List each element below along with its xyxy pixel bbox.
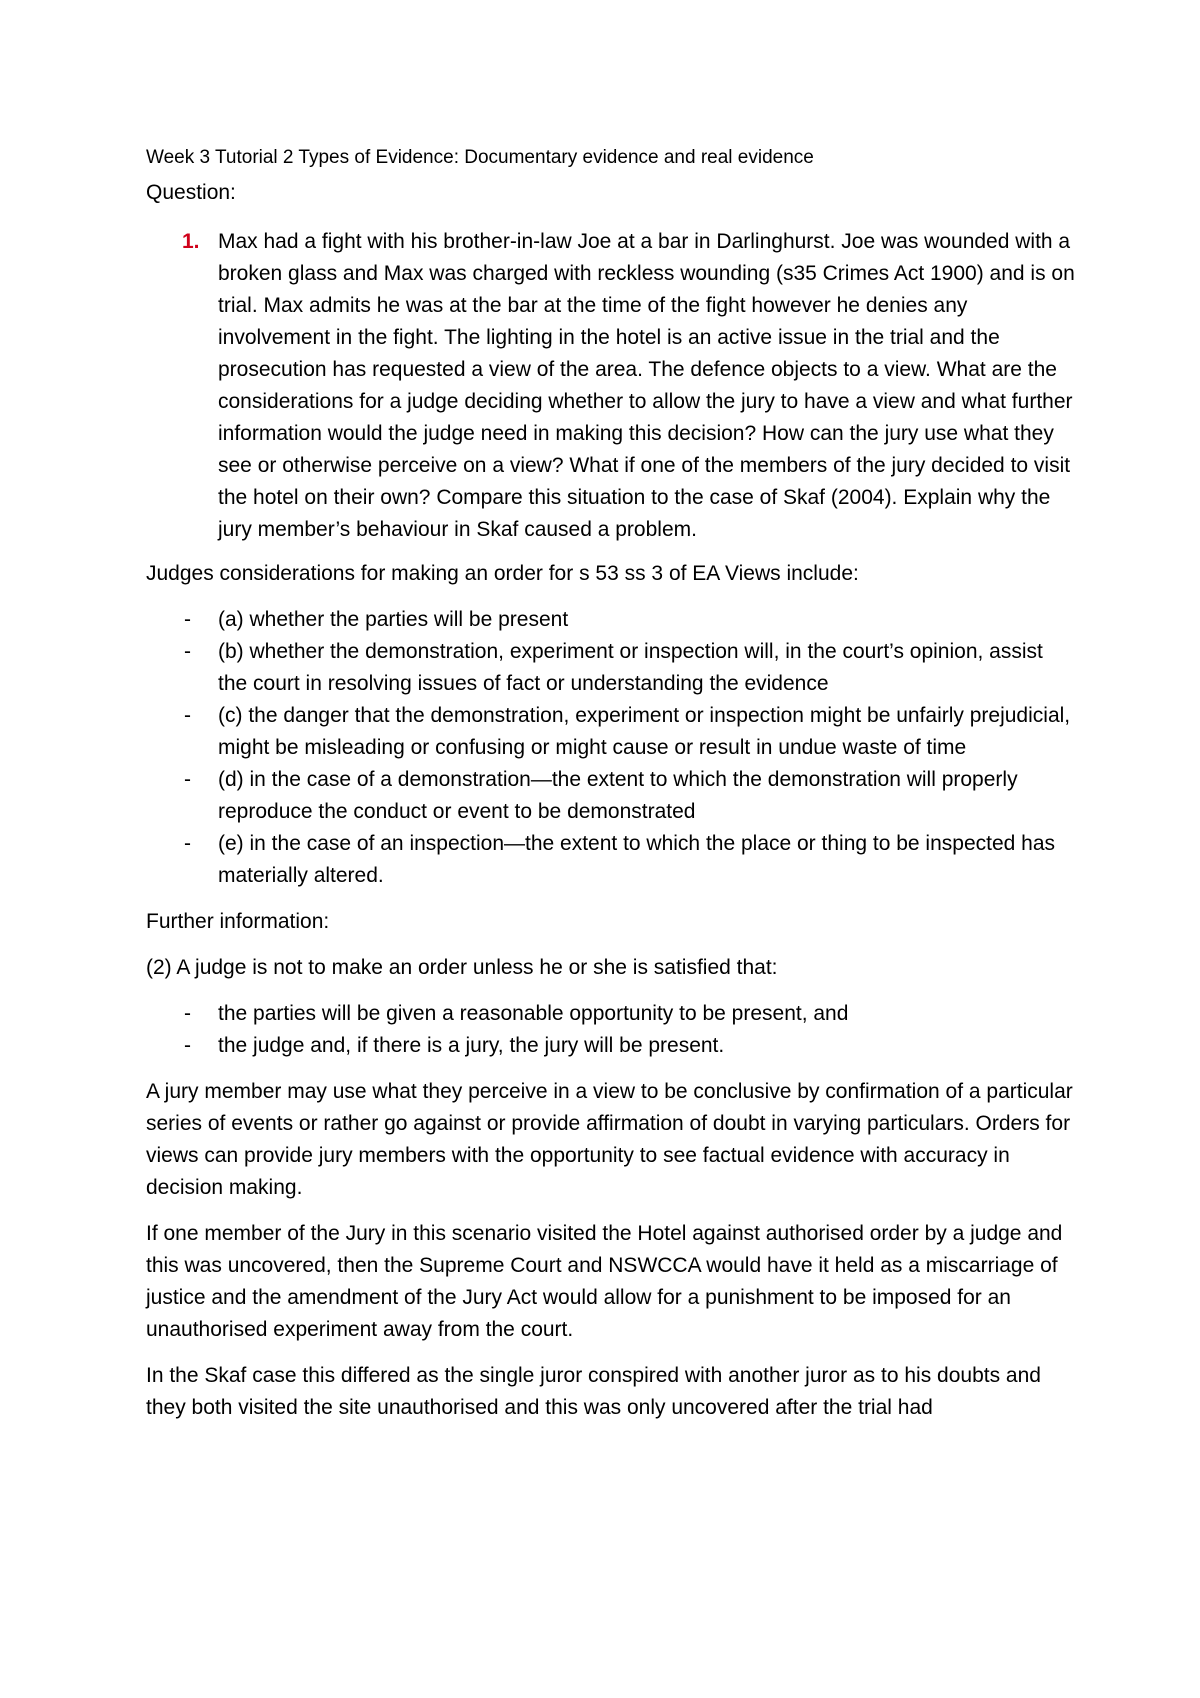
dash-bullet: - [184,768,191,791]
list-item: - the parties will be given a reasonable opportunity to be present, and [146,998,1076,1030]
considerations-list [146,604,1076,892]
dash-bullet: - [184,1002,191,1025]
subsection-2: (2) A judge is not to make an order unless he or she is satisfied that: [146,956,778,979]
dash-bullet: - [184,608,191,631]
question-label: Question: [146,181,236,204]
further-info-label: Further information: [146,910,330,933]
further-list [146,998,1076,1062]
question-item [146,226,1076,546]
list-item: - (e) in the case of an inspection—the extent to which the place or thing to be inspected has materially altered. [146,828,1076,892]
body-paragraph: A jury member may use what they perceive in a view to be conclusive by confirmation of a particular series of events or rather go against or provide affirmation of doubt in varying particulars. Orders for views can provide jury members with the opportunity to see factual evidence with accuracy in decision making. [146,1080,1073,1199]
question-text: Max had a fight with his brother-in-law Joe at a bar in Darlinghurst. Joe was wounded with a broken glass and Max was charged with reckless wounding (s35 Crimes Act 1900) and is on trial. Max admits he was at the bar at the time of the fight however he denies any involvement in the fight. The lighting in the hotel is an active issue in the trial and the prosecution has requested a view of the area. The defence objects to a view. What are the considerations for a judge deciding whether to allow the jury to have a view and what further information would the judge need in making this decision? How can the jury use what they see or otherwise perceive on a view? What if one of the members of the jury decided to visit the hotel on their own? Compare this situation to the case of Skaf (2004). Explain why the jury member’s behaviour in Skaf caused a problem. [218,230,1075,541]
document-heading: Week 3 Tutorial 2 Types of Evidence: Documentary evidence and real evidence [146,147,814,168]
dash-bullet: - [184,832,191,855]
list-item: - the judge and, if there is a jury, the jury will be present. [146,1030,1076,1062]
dash-bullet: - [184,640,191,663]
list-item: - (d) in the case of a demonstration—the extent to which the demonstration will properly reproduce the conduct or event to be demonstrated [146,764,1076,828]
body-paragraph: In the Skaf case this differed as the single juror conspired with another juror as to his doubts and they both visited the site unauthorised and this was only uncovered after the trial had [146,1364,1041,1419]
considerations-intro: Judges considerations for making an order for s 53 ss 3 of EA Views include: [146,562,859,585]
dash-bullet: - [184,704,191,727]
dash-bullet: - [184,1034,191,1057]
list-item: - (a) whether the parties will be present [146,604,1076,636]
list-item: - (c) the danger that the demonstration, experiment or inspection might be unfairly prejudicial, might be misleading or confusing or might cause or result in undue waste of time [146,700,1076,764]
body-paragraph: If one member of the Jury in this scenario visited the Hotel against authorised order by a judge and this was uncovered, then the Supreme Court and NSWCCA would have it held as a miscarriage of justice and the amendment of the Jury Act would allow for a punishment to be imposed for an unauthorised experiment away from the court. [146,1222,1063,1341]
document-page [146,144,1076,1438]
question-number: 1. [182,230,200,253]
list-item: - (b) whether the demonstration, experiment or inspection will, in the court’s opinion, assist the court in resolving issues of fact or understanding the evidence [146,636,1076,700]
